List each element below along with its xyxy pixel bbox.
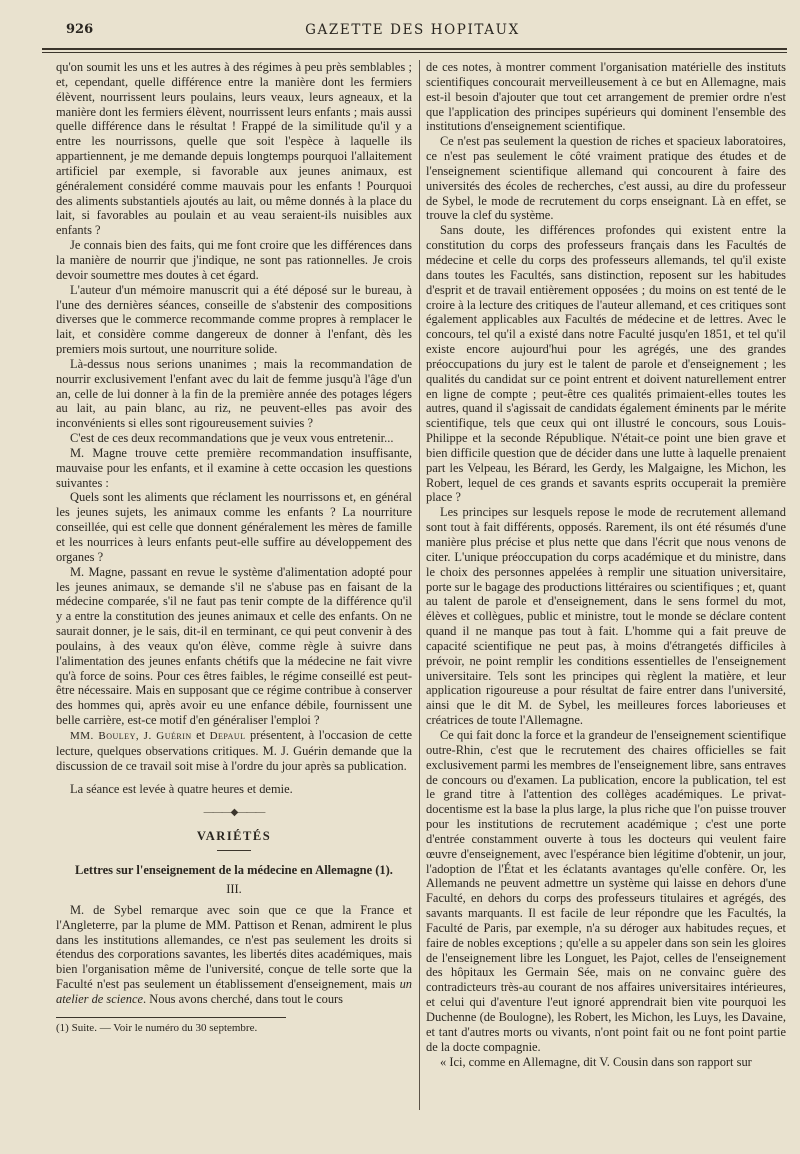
paragraph bbox=[56, 903, 412, 1007]
speaker-names: MM. Bouley, J. Guérin bbox=[70, 729, 192, 742]
page-number: 926 bbox=[66, 22, 94, 37]
emphasis-text: un atelier de science bbox=[56, 977, 412, 1006]
footnote-rule bbox=[56, 1017, 286, 1018]
ornament-divider: ———◆——— bbox=[203, 807, 265, 819]
paragraph bbox=[56, 728, 412, 774]
conjunction: et bbox=[191, 727, 210, 742]
paragraph: Là-dessus nous serions unanimes ; mais la recommandation de nourrir exclusivement l'enfant avec du lait de femme jusqu'à l'âge d'un an, celle de lui donner à la fin de la première année des potages légers au lait, au pain blanc, au riz, ne peuvent-elles pas avoir des inconvénients si elles sont rigoureusement suivies ? bbox=[56, 356, 412, 431]
paragraph: de ces notes, à montrer comment l'organisation matérielle des instituts scientifiques concourait merveilleusement à ce but en Allemagne, mais est-il besoin d'ajouter que tout cet arrangement de premier ordre n'est que l'application des principes supérieurs qui dominent l'ensemble des institutions d'enseignement scientifique. bbox=[426, 60, 786, 134]
column-divider bbox=[419, 60, 420, 1110]
closing-line: La séance est levée à quatre heures et demie. bbox=[70, 781, 293, 796]
paragraph: qu'on soumit les uns et les autres à des régimes à peu près semblables ; et, cependant, quelle différence entre la manière dont les fermiers élèvent, nourrissent leurs poulains, leurs veaux, leurs agneaux, et la manière dont les fermiers élèvent, nourrissent leurs enfants ; mais aussi quelle différence dans le résultat ! Frappé de la similitude qu'il y a entre les nourrissons, quelle que soit l'espèce à laquelle ils appartiennent, je me demande depuis longtemps pourquoi l'allaitement artificiel par exemple, si favorable aux jeunes animaux, est généralement considéré comme mauvais pour les enfants ! Pourquoi des aliments substantiels ajoutés au lait, ou même donnés à la place du lait, si favorables au poulain et au veau seraient-ils nuisibles aux enfants ? bbox=[56, 60, 412, 238]
paragraph: Sans doute, les différences profondes qui existent entre la constitution du corps des professeurs français dans les Facultés de médecine et celle du corps des professeurs allemands, tel qu'il existe dans toutes les Facultés, sans distinction, reposent sur les habitudes d'esprit et de travail entièrement opposées ; du moins on est tenté de le croire à la lecture des critiques de l'auteur allemand, et ces critiques sont également applicables aux Facultés de médecine et de lettres. Avec le concours, tel qu'il a existé dans notre Faculté jusqu'en 1851, et tel qu'il existe encore aujourd'hui pour les agrégés, une des grandes préoccupations du jury est le talent de parole et d'enseignement ; les qualités du candidat sur ce point entrent et doivent naturellement entrer en ligne de compte ; peut-être ces qualités primaient-elles toutes les autres, quand il s'agissait de candidats également éminents par le mérite scientifique, tels que ceux qui ont illustré le concours, sous Louis-Philippe et la seconde République. N'était-ce point une bien grave et bien difficile question que de décider dans une lutte à laquelle prenaient part les Velpeau, les Bérard, les Gerdy, les Malgaigne, les Michon, les Robert, lequel de ces grands et savants esprits occuperait la première place ? bbox=[426, 223, 786, 505]
article-number: III. bbox=[226, 882, 242, 897]
article-title: Lettres sur l'enseignement de la médecine en Allemagne (1). bbox=[75, 863, 393, 878]
paragraph: Je connais bien des faits, qui me font croire que les différences dans la manière de nourrir que j'indique, ne sont pas rationnelles. Je crois devoir soumettre mes doutes à cet égard. bbox=[56, 238, 412, 282]
header-rule-thick bbox=[42, 48, 787, 50]
paragraph-text: M. de Sybel remarque avec soin que ce que la France et l'Angleterre, par la plume de MM. Pattison et Renan, admirent le plus dans les institutions allemandes, ce n'est pas seulement les droits si étendus des corporations savantes, les libertés dites académiques, mais bien l'organisation même de l'université, conçue de telle sorte que la Faculté n'est pas seulement un établissement d'enseignement, mais bbox=[56, 902, 412, 992]
right-column bbox=[426, 60, 786, 1069]
header-rule-thin bbox=[42, 52, 787, 53]
paragraph: Quels sont les aliments que réclament les nourrissons et, en général les jeunes sujets, les animaux comme les enfants ? La nourriture conseillée, qui est celle que donnent généralement les mères de famille et les nourrices à leurs enfants peut-elle suffire au développement des organes ? bbox=[56, 490, 412, 564]
paragraph: M. Magne trouve cette première recommandation insuffisante, mauvaise pour les enfants, et il examine à cette occasion les questions suivantes : bbox=[56, 445, 412, 490]
section-heading: VARIÉTÉS bbox=[196, 829, 272, 844]
paragraph: Ce qui fait donc la force et la grandeur de l'enseignement scientifique outre-Rhin, c'est que le recrutement des chaires officielles se fait exclusivement parmi les membres de l'enseignement libre, sans entraves de concours ou d'examen. La publication, encore la publication, tel est le grand titre à l'attention des collèges académiques. Le privat-docentisme est la base la plus large, la plus riche que l'on puisse trouver pour les institutions de recrutement académique ; c'est une porte d'entrée constamment ouverte à tous les docteurs qui veulent faire œuvre d'enseignement, avec l'espérance bien légitime d'obtenir, un jour, l'adoption de l'État et les éclatants avantages qu'elle confère. Or, les Allemands ne peuvent admettre un système qui laisse en dehors d'une Faculté, en dehors du corps des professeurs titulaires et agrégés, des savants marquants. Il est facile de leur répondre que les Facultés, la Faculté de Paris, par exemple, n'a su déroger aux habitudes reçues, et faire de nobles exceptions ; qu'elle a su appeler dans son sein les gloires de l'enseignement libre les Longuet, les Pajot, celles de l'enseignement des hôpitaux les Germain Sée, mais on ne convainc guère des contradicteurs très-au courant de nos affaires universitaires intérieures, et celui qui d'aventure l'eut ignoré apprendrait bien vite pourquoi les Duchenne (de Boulogne), les Robert, les Michon, les Luys, les Davaine, et tant d'autres morts ou vivants, n'ont point fait ou ne font point partie de la docte compagnie. bbox=[426, 727, 786, 1054]
paragraph-text: . Nous avons cherché, dans tout le cours bbox=[143, 991, 344, 1006]
paragraph: L'auteur d'un mémoire manuscrit qui a été déposé sur le bureau, à l'une des dernières séances, conseille de s'abstenir des compositions diverses que le commerce recommande comme propres à remplacer le lait, et considère comme dangereux de donner à l'enfant, dès les premiers mois surtout, une nourriture solide. bbox=[56, 282, 412, 357]
paragraph: « Ici, comme en Allemagne, dit V. Cousin dans son rapport sur bbox=[440, 1054, 752, 1069]
left-column bbox=[56, 60, 412, 1035]
footnote: (1) Suite. — Voir le numéro du 30 septembre. bbox=[56, 1021, 258, 1034]
page-header bbox=[40, 22, 785, 42]
paragraph: M. Magne, passant en revue le système d'alimentation adopté pour les jeunes animaux, se demande s'il ne s'abuse pas en faisant de la médecine comparée, s'il ne faut pas tenir compte de la différence qu'il y a entre la constitution des jeunes animaux et celle des enfants. On ne saurait donner, je le sais, dit-il en terminant, ce qui peut convenir à des poulains, à des veaux qu'on élève, comme règle à suivre dans l'alimentation des jeunes enfants chétifs que la médecine ne fait vivre qu'à force de soins. Pour ces êtres faibles, le régime conseillé est peut-être nécessaire. Mais en supposant que ce régime contribue à conserver des hommes qui, après avoir eu une enfance débile, fournissent une belle carrière, est-ce motif d'en généraliser l'emploi ? bbox=[56, 564, 412, 728]
paragraph-text: présentent, à l'occasion de cette lecture, quelques observations critiques. M. J. Guérin demande que la discussion de ce travail soit mise à l'ordre du jour après sa publication. bbox=[56, 727, 413, 773]
section-rule bbox=[217, 850, 251, 851]
paragraph: Ce n'est pas seulement la question de riches et spacieux laboratoires, ce n'est pas seulement le côté vraiment pratique des études et de l'enseignement scientifique allemand qui concourent à faire des universités des écoles de recherches, c'est aussi, au dire du professeur de Sybel, le mode de recrutement du corps enseignant. Là en effet, se trouve la clef du système. bbox=[426, 134, 786, 223]
paragraph: Les principes sur lesquels repose le mode de recrutement allemand sont tout à fait différents, opposés. Rarement, ils ont été résumés d'une manière plus précise et plus nette que dans l'écrit que nous venons de citer. L'unique préoccupation du corps académique et du ministre, dans le choix des personnes appelées à remplir une situation universitaire, porte sur le bagage des productions littéraires ou scientifiques ; et, quant au talent de parole et d'enseignement, dans le sens formel du mot, élèves et collègues, public et ministre, tout le monde se déclare content quand il ne manque pas tout à fait. L'homme qui a fait preuve de capacité scientifique ne peut pas, à moins d'étrangetés difficiles à prévoir, ne point remplir les conditions essentielles de l'enseignement universitaire. Tels sont les principes qui règlent la matière, et leur application rigoureuse a pour résultat de faire entrer dans l'université, ainsi que le dit M. de Sybel, les meilleures forces laborieuses et créatrices de toute l'Allemagne. bbox=[426, 505, 786, 728]
journal-title: GAZETTE DES HOPITAUX bbox=[305, 22, 520, 38]
paragraph: C'est de ces deux recommandations que je veux vous entretenir... bbox=[70, 431, 394, 446]
speaker-name: Depaul bbox=[209, 729, 246, 742]
